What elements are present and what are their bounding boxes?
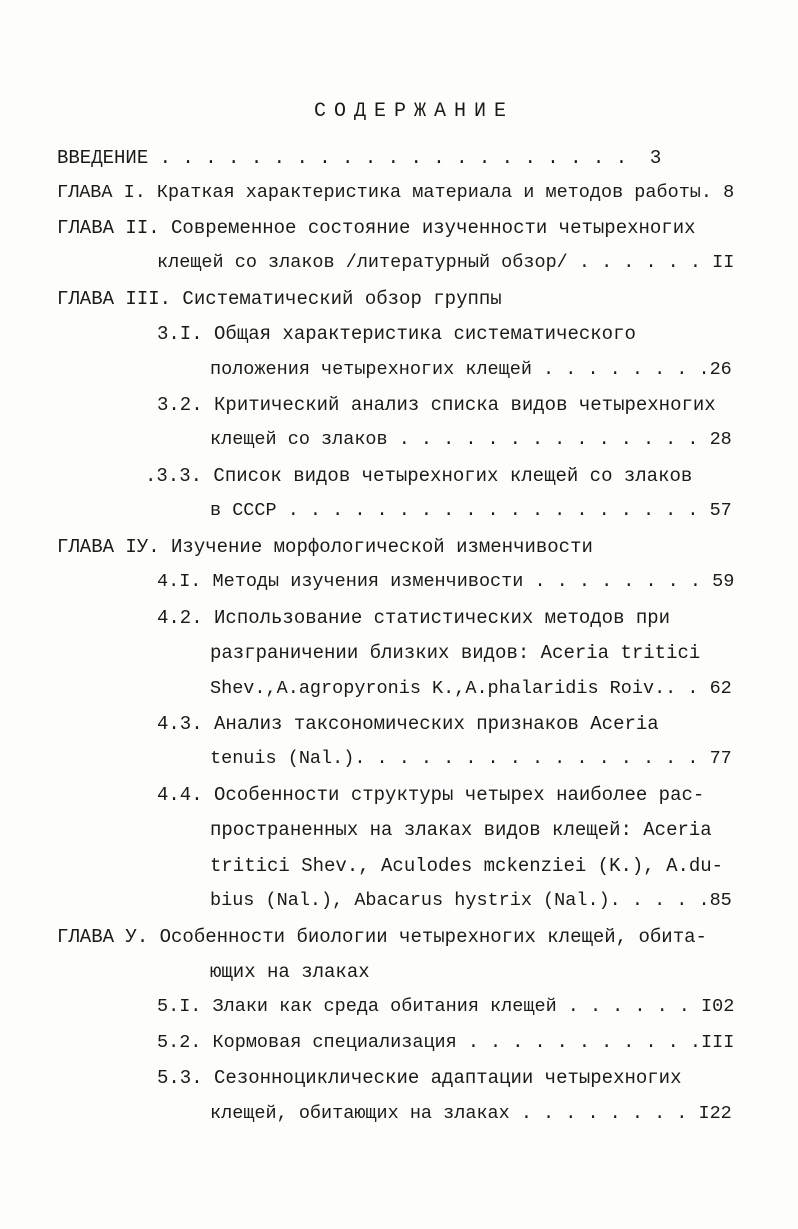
toc-line: 4.4. Особенности структуры четырех наиболее рас- xyxy=(157,784,705,806)
toc-line: 3.2. Критический анализ списка видов четырехногих xyxy=(157,394,716,416)
toc-line: 4.I. Методы изучения изменчивости . . . . . . . . 59 xyxy=(157,571,735,592)
toc-line: 4.2. Использование статистических методов при xyxy=(157,607,671,629)
toc-line: ВВЕДЕНИЕ . . . . . . . . . . . . . . . . . . . . . 3 xyxy=(57,147,662,169)
toc-line: положения четырехногих клещей . . . . . . . .26 xyxy=(210,359,732,380)
toc-line: 5.I. Злаки как среда обитания клещей . . . . . . I02 xyxy=(157,996,735,1017)
page-title: СОДЕРЖАНИЕ xyxy=(313,100,515,123)
toc-line: клещей со злаков /литературный обзор/ . . . . . . II xyxy=(157,252,735,273)
toc-line: ГЛАВА III. Систематический обзор группы xyxy=(57,288,502,310)
toc-line: ГЛАВА У. Особенности биологии четырехногих клещей, обита- xyxy=(57,926,707,948)
toc-line: 5.3. Сезонноциклические адаптации четырехногих xyxy=(157,1067,682,1089)
toc-line: пространенных на злаках видов клещей: Aceria xyxy=(210,819,712,841)
toc-line: разграничении близких видов: Aceria tritici xyxy=(210,642,701,664)
toc-line: bius (Nal.), Abacarus hystrix (Nal.). . . . .85 xyxy=(210,890,732,911)
toc-line: Shev.,A.agropyronis K.,A.phalaridis Roiv.. . 62 xyxy=(210,678,732,699)
toc-line: ГЛАВА IУ. Изучение морфологической изменчивости xyxy=(57,536,593,558)
toc-line: ющих на злаках xyxy=(210,961,370,983)
toc-line: 4.3. Анализ таксономических признаков Aceria xyxy=(157,713,659,735)
toc-line: .3.3. Список видов четырехногих клещей со злаков xyxy=(145,465,693,487)
toc-line: клещей, обитающих на злаках . . . . . . . . I22 xyxy=(210,1103,732,1124)
toc-line: tritici Shev., Aculodes mckenziei (K.), A.du- xyxy=(210,855,724,877)
toc-line: ГЛАВА II. Современное состояние изученности четырехногих xyxy=(57,217,696,239)
toc-line: в СССР . . . . . . . . . . . . . . . . . . . 57 xyxy=(210,500,732,521)
toc-line: 5.2. Кормовая специализация . . . . . . . . . . .III xyxy=(157,1032,735,1053)
toc-line: ГЛАВА I. Краткая характеристика материала и методов работы. 8 xyxy=(57,182,735,203)
toc-line: клещей со злаков . . . . . . . . . . . . . . 28 xyxy=(210,429,732,450)
toc-line: tenuis (Nal.). . . . . . . . . . . . . . . . 77 xyxy=(210,748,732,769)
toc-line: 3.I. Общая характеристика систематического xyxy=(157,323,636,345)
